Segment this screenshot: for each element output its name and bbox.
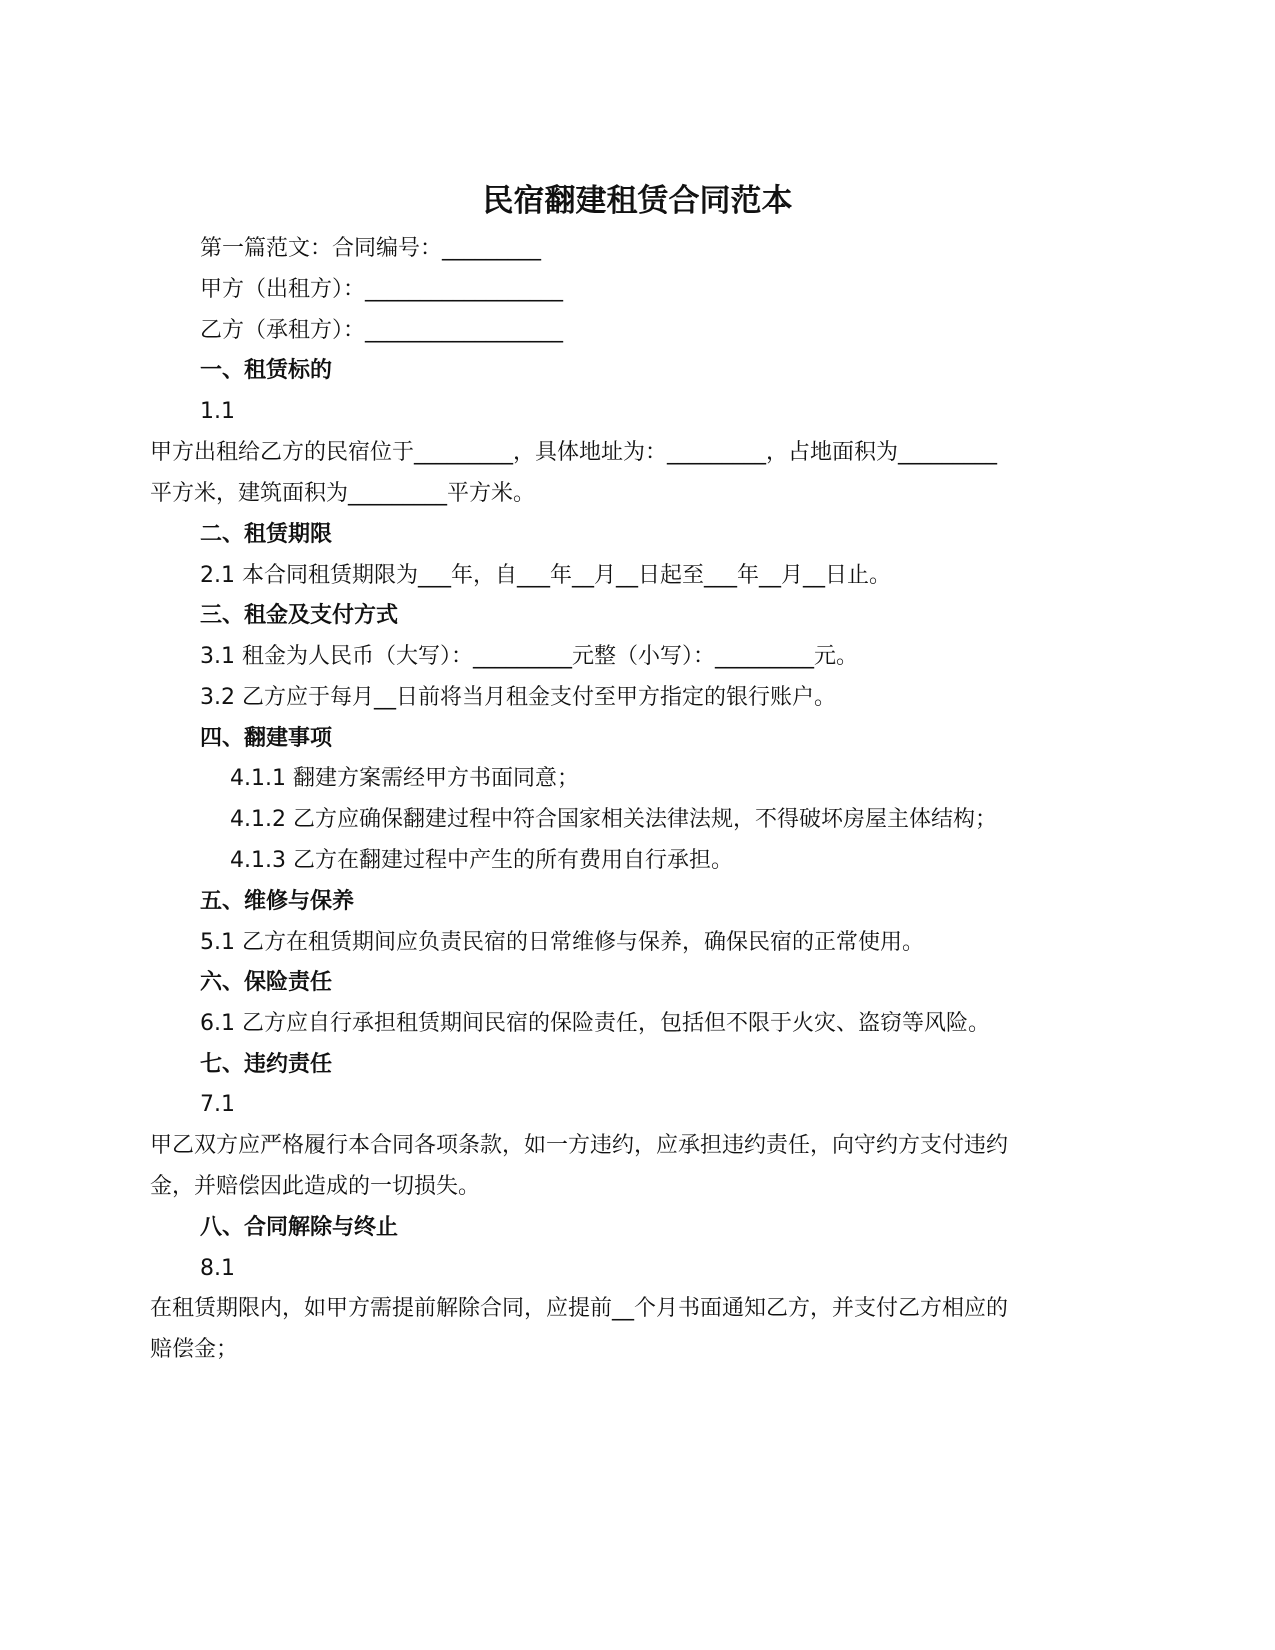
section-1-heading: 一、租赁标的 <box>200 358 333 383</box>
section-6-heading: 六、保险责任 <box>200 970 333 995</box>
section-7-text-line-1: 甲乙双方应严格履行本合同各项条款，如一方违约，应承担违约责任，向守约方支付违约 <box>150 1133 1009 1158</box>
section-6-clause-1: 6.1 乙方应自行承担租赁期间民宿的保险责任，包括但不限于火灾、盗窃等风险。 <box>200 1011 990 1036</box>
section-8-clause-number: 8.1 <box>200 1256 235 1281</box>
section-2-clause-1: 2.1 本合同租赁期限为___年，自___年__月__日起至___年__月__日止。 <box>200 563 891 588</box>
section-5-clause-1: 5.1 乙方在租赁期间应负责民宿的日常维修与保养，确保民宿的正常使用。 <box>200 930 924 955</box>
section-1-text-line-1: 甲方出租给乙方的民宿位于_________，具体地址为：_________，占地面积为_________ <box>150 440 998 465</box>
section-7-text-line-2: 金，并赔偿因此造成的一切损失。 <box>150 1174 481 1199</box>
section-4-clause-2: 4.1.2 乙方应确保翻建过程中符合国家相关法律法规，不得破坏房屋主体结构； <box>230 807 997 832</box>
section-4-clause-3: 4.1.3 乙方在翻建过程中产生的所有费用自行承担。 <box>230 848 733 873</box>
section-3-heading: 三、租金及支付方式 <box>200 603 399 628</box>
contract-number-line: 第一篇范文：合同编号：_________ <box>200 236 542 261</box>
section-3-clause-1: 3.1 租金为人民币（大写）：_________元整（小写）：_________元。 <box>200 644 858 669</box>
section-4-clause-1: 4.1.1 翻建方案需经甲方书面同意； <box>230 766 579 791</box>
section-7-clause-number: 7.1 <box>200 1092 235 1117</box>
section-3-clause-2: 3.2 乙方应于每月__日前将当月租金支付至甲方指定的银行账户。 <box>200 685 836 710</box>
section-2-heading: 二、租赁期限 <box>200 522 333 547</box>
section-8-heading: 八、合同解除与终止 <box>200 1215 399 1240</box>
section-1-text-line-2: 平方米，建筑面积为_________平方米。 <box>150 481 536 506</box>
party-b-line: 乙方（承租方）：__________________ <box>200 318 564 343</box>
section-5-heading: 五、维修与保养 <box>200 889 355 914</box>
section-1-clause-number: 1.1 <box>200 399 235 424</box>
document-title: 民宿翻建租赁合同范本 <box>482 183 793 219</box>
section-8-text-line-2: 赔偿金； <box>150 1337 239 1362</box>
section-4-heading: 四、翻建事项 <box>200 726 333 751</box>
section-8-text-line-1: 在租赁期限内，如甲方需提前解除合同，应提前__个月书面通知乙方，并支付乙方相应的 <box>150 1296 1009 1321</box>
section-7-heading: 七、违约责任 <box>200 1052 333 1077</box>
party-a-line: 甲方（出租方）：__________________ <box>200 277 564 302</box>
